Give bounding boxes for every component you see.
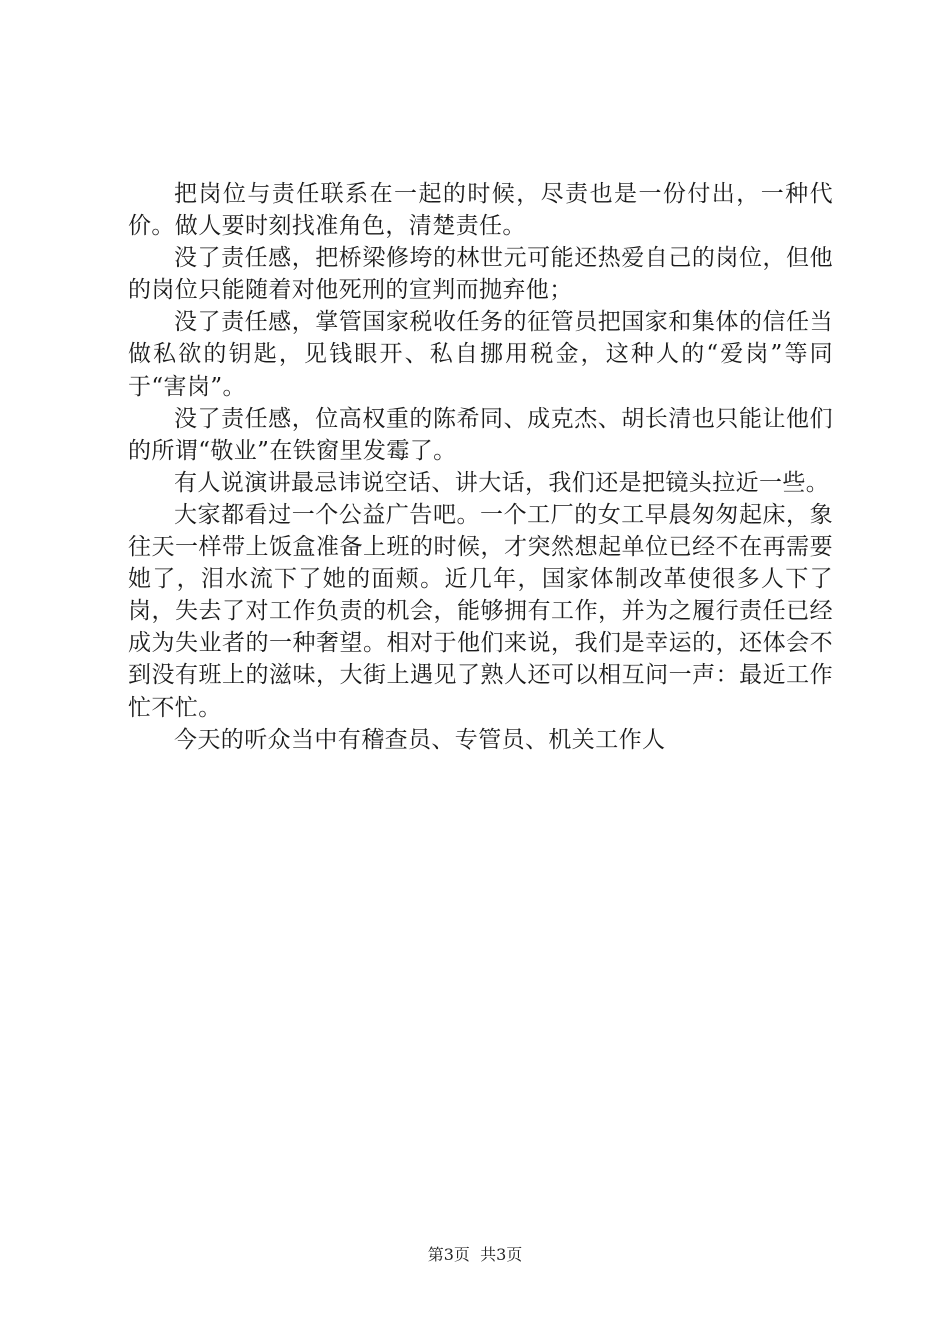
paragraph: 没了责任感，把桥梁修垮的林世元可能还热爱自己的岗位，但他的岗位只能随着对他死刑的宣判而抛弃他； (128, 245, 833, 304)
paragraph: 有人说演讲最忌讳说空话、讲大话，我们还是把镜头拉近一些。 (174, 469, 830, 496)
page-total: 共3页 (480, 1245, 523, 1264)
paragraph: 今天的听众当中有稽查员、专管员、机关工作人 (174, 726, 666, 753)
footer-separator (470, 1245, 480, 1264)
paragraph: 没了责任感，位高权重的陈希同、成克杰、胡长清也只能让他们的所谓“敬业”在铁窗里发霉了。 (128, 405, 833, 464)
paragraph: 大家都看过一个公益广告吧。一个工厂的女工早晨匆匆起床，象往天一样带上饭盒准备上班的时候，才突然想起单位已经不在再需要她了，泪水流下了她的面颊。近几年，国家体制改革使很多人下了岗，失去了对工作负责的机会，能够拥有工作，并为之履行责任已经成为失业者的一种奢望。相对于他们来说，我们是幸运的，还体会不到没有班上的滋味，大街上遇见了熟人还可以相互问一声：最近工作忙不忙。 (128, 501, 833, 721)
paragraph: 没了责任感，掌管国家税收任务的征管员把国家和集体的信任当做私欲的钥匙，见钱眼开、私自挪用税金，这种人的“爱岗”等同于“害岗”。 (128, 309, 833, 400)
document-body (128, 178, 833, 756)
page-footer (0, 1244, 950, 1266)
page-number: 第3页 (427, 1245, 470, 1264)
paragraph: 把岗位与责任联系在一起的时候，尽责也是一份付出，一种代价。做人要时刻找准角色，清楚责任。 (128, 181, 833, 240)
